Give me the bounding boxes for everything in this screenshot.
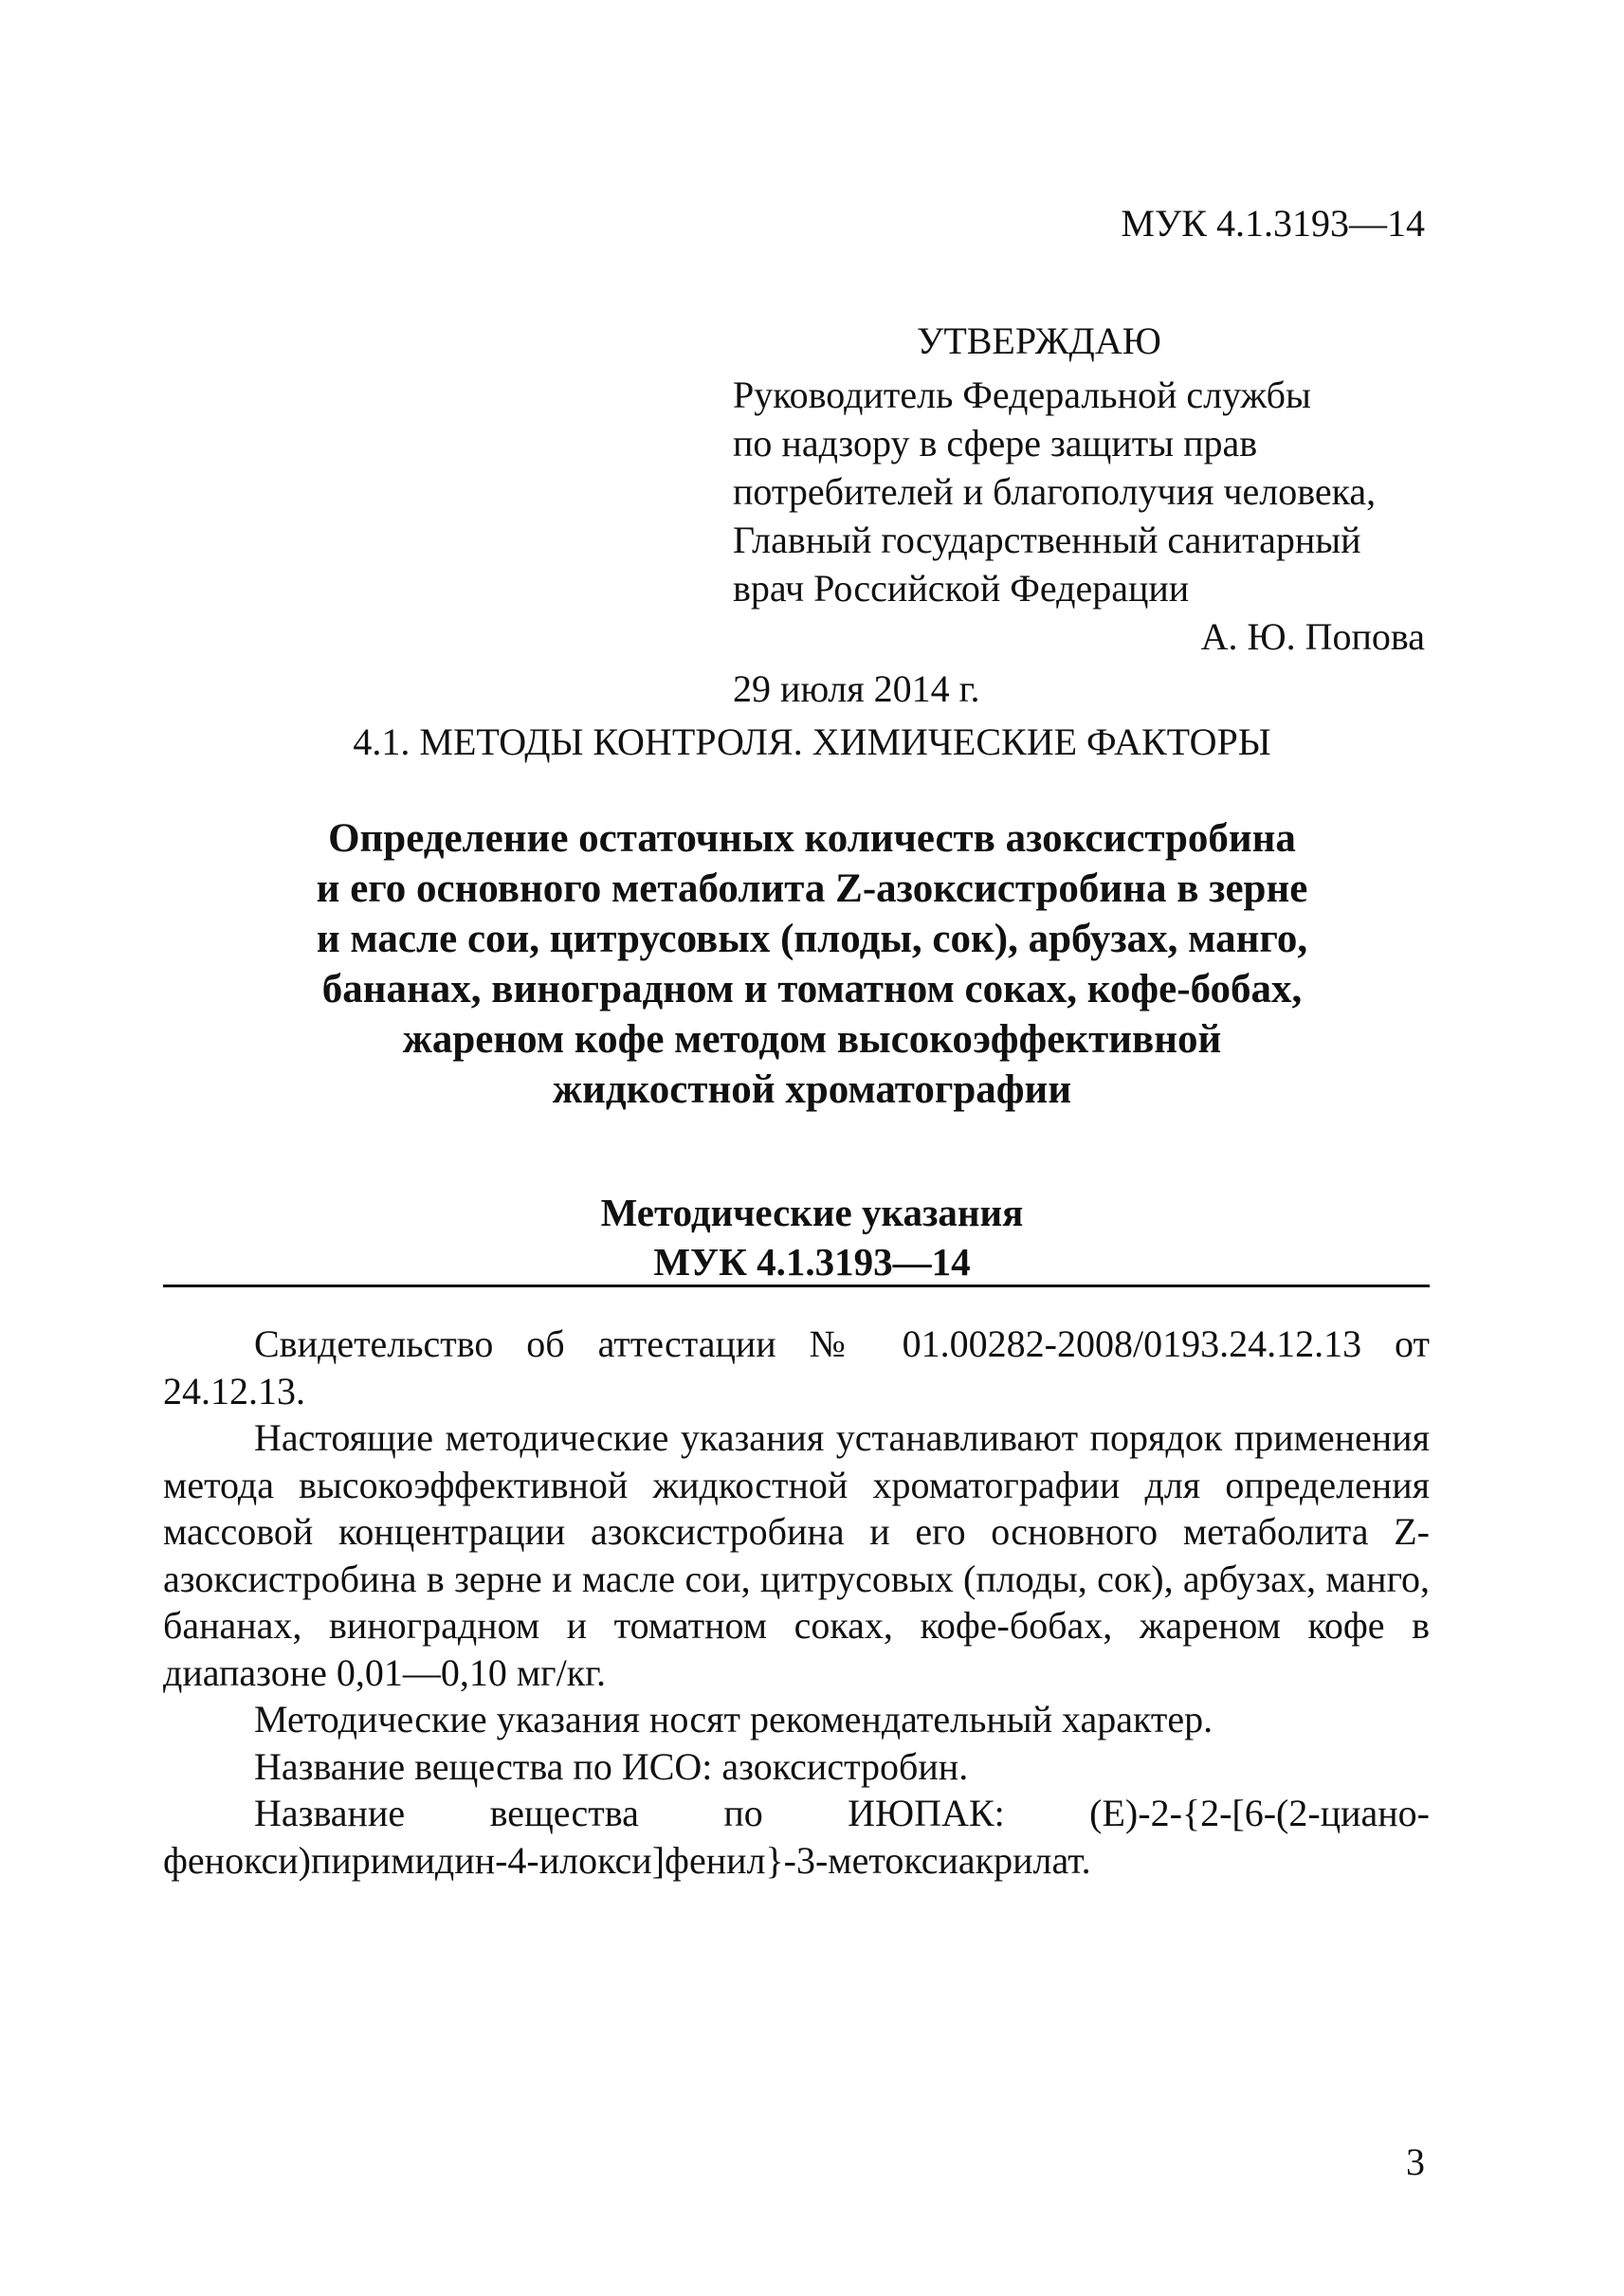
body-paragraph: Настоящие методические указания устанавливают порядок применения метода высокоэффективной жидкостной хроматографии для определения массовой концентрации азоксистробина и его основного метаболита Z-азоксистробина в зерне и масле сои, цитрусовых (плоды, сок), арбузах, манго, бананах, виноградном и томатном соках, кофе-бобах, жареном кофе в диапазоне 0,01—0,10 мг/кг. xyxy=(163,1416,1430,1694)
approval-line: потребителей и благополучия человека, xyxy=(733,470,1377,513)
title-line: Определение остаточных количеств азоксистробина xyxy=(328,816,1296,861)
approval-line: по надзору в сфере защиты прав xyxy=(733,422,1258,465)
section-heading: 4.1. МЕТОДЫ КОНТРОЛЯ. ХИМИЧЕСКИЕ ФАКТОРЫ xyxy=(353,720,1271,763)
body-paragraph: Название вещества по ИСО: азоксистробин. xyxy=(254,1744,969,1788)
approval-line: врач Российской Федерации xyxy=(733,567,1190,610)
title-line: и его основного метаболита Z-азоксистробина в зерне xyxy=(316,866,1308,911)
subtitle-line: МУК 4.1.3193—14 xyxy=(653,1240,971,1284)
document-body xyxy=(163,1321,1430,1884)
body-paragraph: Свидетельство об аттестации № 01.00282-2008/0193.24.12.13 от 24.12.13. xyxy=(163,1322,1430,1412)
document-title xyxy=(0,813,1624,1115)
approval-block xyxy=(733,317,1425,713)
body-paragraph: Название вещества по ИЮПАК: (Е)-2-{2-[6-(2-циано-фенокси)пиримидин-4-илокси]фенил}-3-метоксиакрилат. xyxy=(163,1792,1430,1882)
approval-signer: А. Ю. Попова xyxy=(1200,615,1425,658)
subtitle-line: Методические указания xyxy=(600,1191,1024,1234)
approval-line: Руководитель Федеральной службы xyxy=(733,374,1311,416)
body-paragraph: Методические указания носят рекомендательный характер. xyxy=(254,1698,1213,1740)
title-line: жареном кофе методом высокоэффективной xyxy=(402,1017,1222,1062)
title-line: бананах, виноградном и томатном соках, кофе-бобах, xyxy=(321,967,1303,1011)
approval-date: 29 июля 2014 г. xyxy=(733,667,980,710)
approval-line: Главный государственный санитарный xyxy=(733,519,1361,561)
title-line: жидкостной хроматографии xyxy=(552,1067,1072,1112)
horizontal-divider xyxy=(163,1285,1430,1287)
approval-heading: УТВЕРЖДАЮ xyxy=(917,319,1161,362)
document-subtitle xyxy=(0,1188,1624,1286)
title-line: и масле сои, цитрусовых (плоды, сок), арбузах, манго, xyxy=(316,917,1308,961)
page-number: 3 xyxy=(1406,2141,1425,2183)
document-code-header: МУК 4.1.3193—14 xyxy=(1121,202,1425,245)
